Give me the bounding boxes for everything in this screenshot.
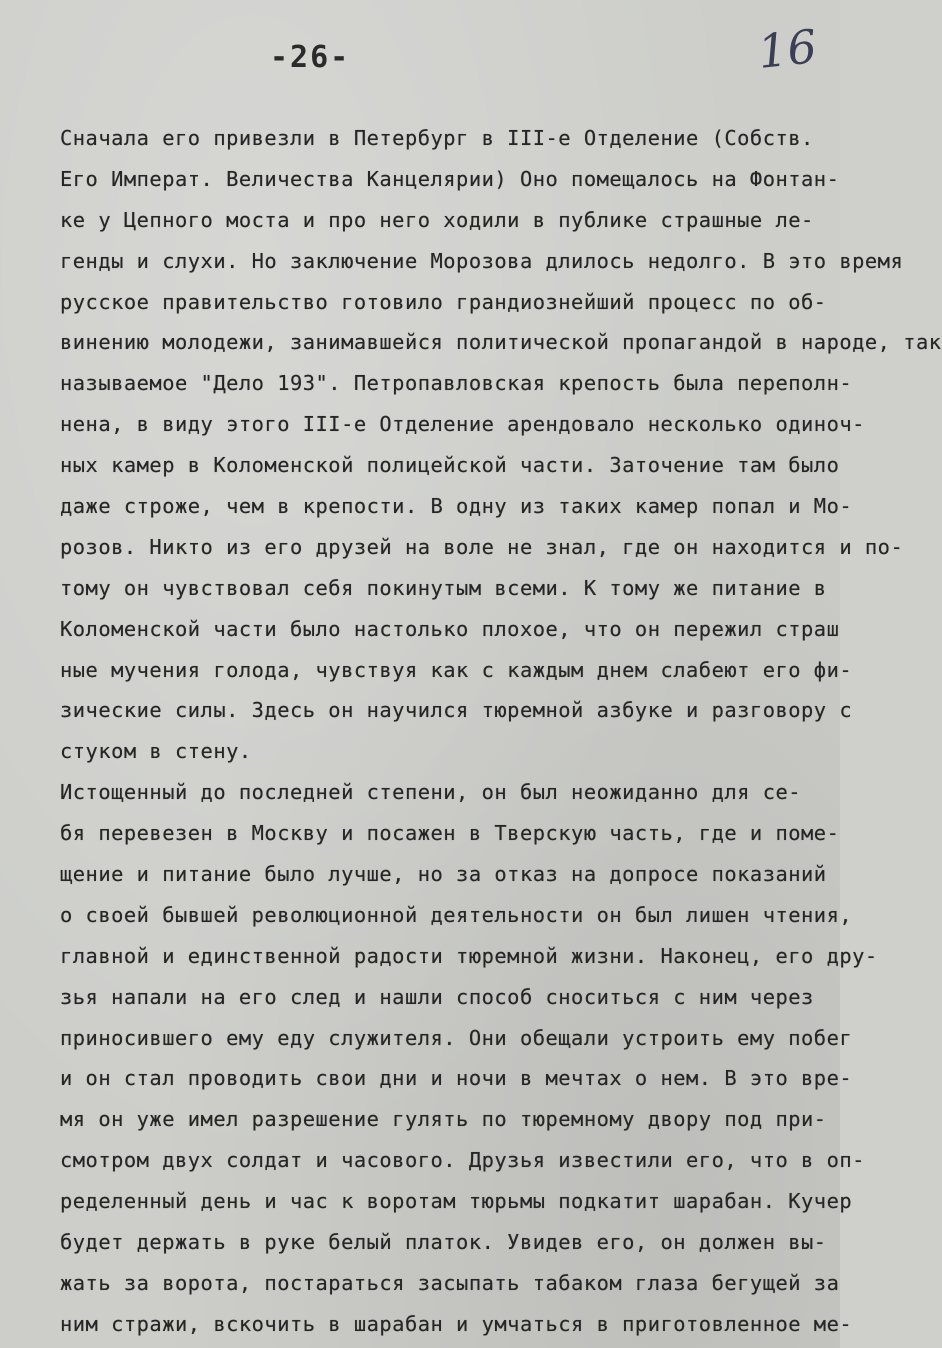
text-line: стуком в стену. <box>60 739 252 764</box>
text-line: винению молодежи, занимавшейся политической пропагандой в народе, так <box>60 330 942 355</box>
text-line: и он стал проводить свои дни и ночи в мечтах о нем. В это вре- <box>60 1066 853 1091</box>
text-line: ных камер в Коломенской полицейской части. Заточение там было <box>60 453 840 478</box>
text-line: зические силы. Здесь он научился тюремной азбуке и разговору с <box>60 698 853 723</box>
text-line: главной и единственной радости тюремной жизни. Наконец, его дру- <box>60 943 878 968</box>
text-line: щение и питание было лучше, но за отказ на допросе показаний <box>60 862 827 887</box>
text-line: ные мучения голода, чувствуя как с каждым днем слабеют его фи- <box>60 657 853 682</box>
text-line: даже строже, чем в крепости. В одну из таких камер попал и Мо- <box>60 494 853 519</box>
text-line: будет держать в руке белый платок. Увидев его, он должен вы- <box>60 1230 827 1255</box>
folio-number: 16 <box>755 19 820 79</box>
text-line: смотром двух солдат и часового. Друзья известили его, что в оп- <box>60 1148 865 1173</box>
text-line: ределенный день и час к воротам тюрьмы подкатит шарабан. Кучер <box>60 1189 853 1214</box>
typed-text <box>60 118 942 1345</box>
text-line: русское правительство готовило грандиознейший процесс по об- <box>60 289 827 314</box>
text-line: ке у Цепного моста и про него ходили в публике страшные ле- <box>60 207 814 232</box>
text-line: генды и слухи. Но заключение Морозова длилось недолго. В это время <box>60 248 904 273</box>
text-line: розов. Никто из его друзей на воле не знал, где он находится и по- <box>60 534 904 559</box>
text-line: Коломенской части было настолько плохое, что он пережил страш <box>60 616 840 641</box>
text-line: Его Императ. Величества Канцелярии) Оно помещалось на Фонтан- <box>60 166 840 191</box>
text-line: нена, в виду этого III-е Отделение арендовало несколько одиноч- <box>60 412 865 437</box>
text-line: называемое "Дело 193". Петропавловская крепость была переполн- <box>60 371 853 396</box>
text-line: Истощенный до последней степени, он был неожиданно для се- <box>60 780 802 805</box>
text-line: Сначала его привезли в Петербург в III-е Отделение (Собств. <box>60 126 814 150</box>
text-line: жать за ворота, постараться засыпать табаком глаза бегущей за <box>60 1270 840 1295</box>
text-line: приносившего ему еду служителя. Они обещали устроить ему побег <box>60 1025 853 1050</box>
text-line: тому он чувствовал себя покинутым всеми. К тому же питание в <box>60 575 827 600</box>
text-line: ним стражи, вскочить в шарабан и умчаться в приготовленное ме- <box>60 1311 853 1336</box>
text-line: зья напали на его след и нашли способ сноситься с ним через <box>60 984 814 1009</box>
text-line: бя перевезен в Москву и посажен в Тверскую часть, где и поме- <box>60 821 840 846</box>
page-number: -26- <box>270 40 351 75</box>
text-line: о своей бывшей революционной деятельности он был лишен чтения, <box>60 902 853 927</box>
text-line: мя он уже имел разрешение гулять по тюремному двору под при- <box>60 1107 827 1132</box>
